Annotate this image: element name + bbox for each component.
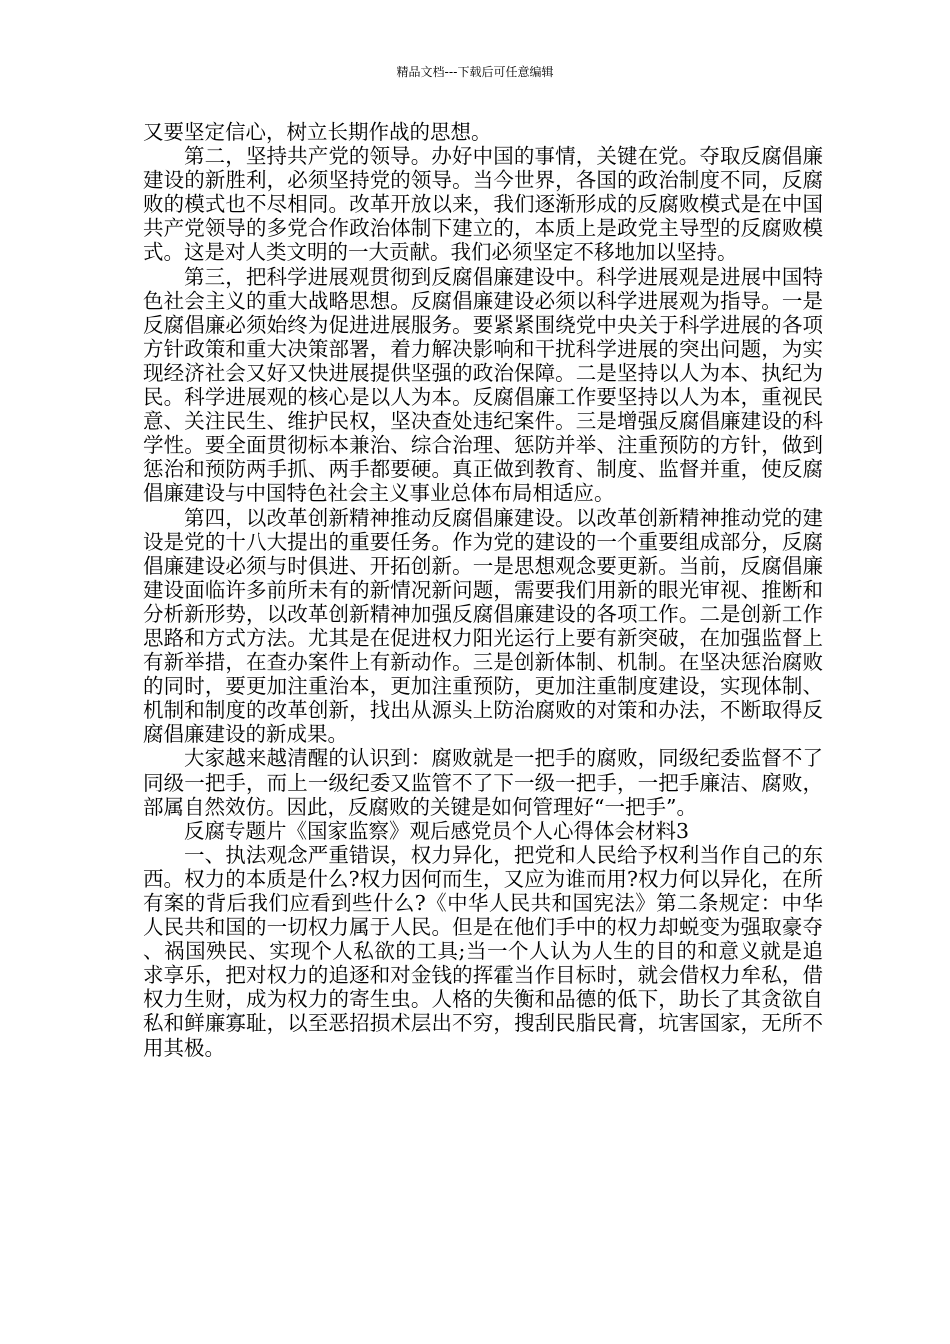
document-body [143,120,823,1060]
paragraph-leader-supervision: 大家越来越清醒的认识到：腐败就是一把手的腐败，同级纪委监督不了同级一把手，而上一级纪委又监管不了下一级一把手，一把手廉洁、腐败，部属自然效仿。因此，反腐败的关键是如何管理好“一把手”。 [143,746,823,819]
page-header: 精品文档---下载后可任意编辑 [396,65,554,79]
paragraph-second-point: 第二，坚持共产党的领导。办好中国的事情，关键在党。夺取反腐倡廉建设的新胜利，必须坚持党的领导。当今世界，各国的政治制度不同，反腐败的模式也不尽相同。改革开放以来，我们逐渐形成的反腐败模式是在中国共产党领导的多党合作政治体制下建立的，本质上是政党主导型的反腐败模式。这是对人类文明的一大贡献。我们必须坚定不移地加以坚持。 [143,144,823,265]
paragraph-fourth-point: 第四，以改革创新精神推动反腐倡廉建设。以改革创新精神推动党的建设是党的十八大提出的重要任务。作为党的建设的一个重要组成部分，反腐倡廉建设必须与时俱进、开拓创新。一是思想观念要更新。当前，反腐倡廉建设面临许多前所未有的新情况新问题，需要我们用新的眼光审视、推断和分析新形势，以改革创新精神加强反腐倡廉建设的各项工作。二是创新工作思路和方式方法。尤其是在促进权力阳光运行上要有新突破，在加强监督上有新举措，在查办案件上有新动作。三是创新体制、机制。在坚决惩治腐败的同时，要更加注重治本，更加注重预防，更加注重制度建设，实现体制、机制和制度的改革创新，找出从源头上防治腐败的对策和办法，不断取得反腐倡廉建设的新成果。 [143,505,823,747]
paragraph-continuation: 又要坚定信心，树立长期作战的思想。 [143,120,492,144]
paragraph-third-point: 第三，把科学进展观贯彻到反腐倡廉建设中。科学进展观是进展中国特色社会主义的重大战略思想。反腐倡廉建设必须以科学进展观为指导。一是反腐倡廉必须始终为促进进展服务。要紧紧围绕党中央关于科学进展的各项方针政策和重大决策部署，着力解决影响和干扰科学进展的突出问题，为实现经济社会又好又快进展提供坚强的政治保障。二是坚持以人为本、执纪为民。科学进展观的核心是以人为本。反腐倡廉工作要坚持以人为本，重视民意、关注民生、维护民权，坚决查处违纪案件。三是增强反腐倡廉建设的科学性。要全面贯彻标本兼治、综合治理、惩防并举、注重预防的方针，做到惩治和预防两手抓、两手都要硬。真正做到教育、制度、监督并重，使反腐倡廉建设与中国特色社会主义事业总体布局相适应。 [143,264,823,506]
section-heading: 反腐专题片《国家监察》观后感党员个人心得体会材料3 [184,818,690,843]
paragraph-law-enforcement: 一、执法观念严重错误，权力异化，把党和人民给予权利当作自己的东西。权力的本质是什么?权力因何而生，又应为谁而用?权力何以异化，在所有案的背后我们应看到些什么?《中华人民共和国宪法》第二条规定：中华人民共和国的一切权力属于人民。但是在他们手中的权力却蜕变为强取豪夺、祸国殃民、实现个人私欲的工具;当一个人认为人生的目的和意义就是追求享乐，把对权力的追逐和对金钱的挥霍当作目标时，就会借权力牟私，借权力生财，成为权力的寄生虫。人格的失衡和品德的低下，助长了其贪欲自私和鲜廉寡耻，以至恶招损术层出不穷，搜刮民脂民膏，坑害国家，无所不用其极。 [143,842,823,1060]
